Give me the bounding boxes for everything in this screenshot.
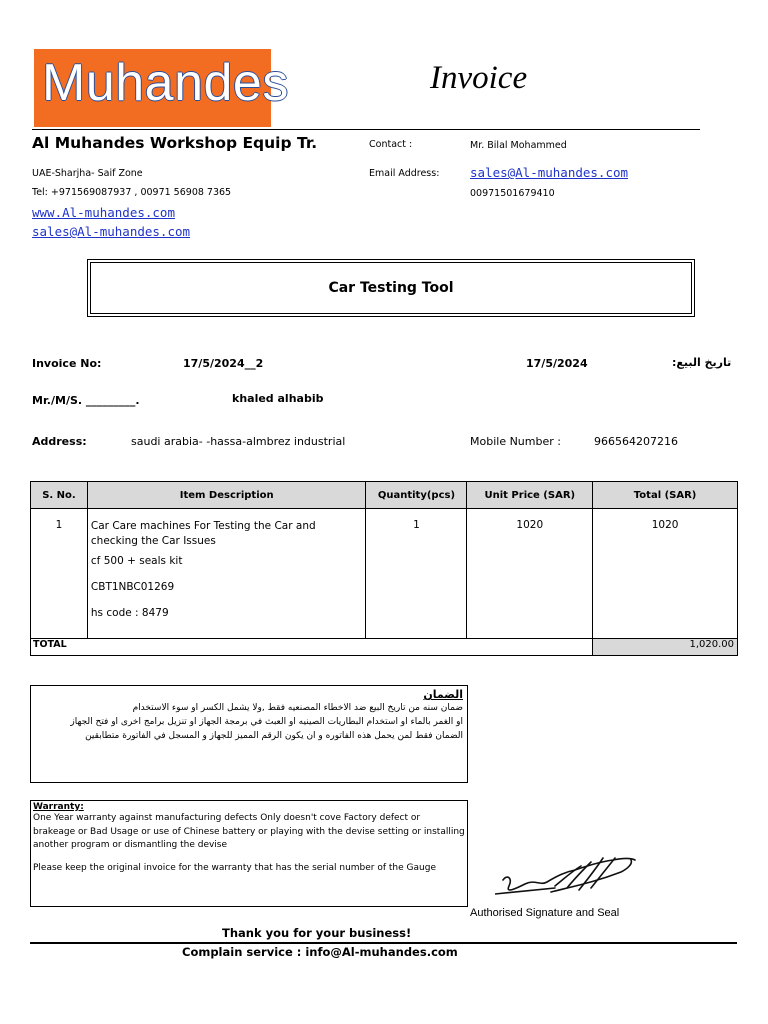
header-total: Total (SAR) — [593, 482, 738, 509]
company-name: Al Muhandes Workshop Equip Tr. — [32, 134, 318, 152]
warranty-english-note: Please keep the original invoice for the warranty that has the serial number of the Gauge — [33, 862, 436, 873]
company-website-link[interactable]: www.Al-muhandes.com — [32, 205, 175, 220]
table-header-row — [31, 482, 738, 509]
header-quantity: Quantity(pcs) — [366, 482, 467, 509]
table-total-row — [31, 639, 738, 656]
warranty-arabic-line-1: ضمان سنه من تاريخ البيع ضد الاخطاء المصنعيه فقط ,ولا يشمل الكسر او سوء الاستخدام — [132, 703, 463, 713]
header-unit-price: Unit Price (SAR) — [467, 482, 593, 509]
header-divider — [32, 129, 700, 130]
warranty-arabic-line-2: او الغمر بالماء او استخدام البطاريات الصينيه او العبث في برمجة الجهاز او تنزيل برامج اخرى او فتح الجهاز — [70, 717, 463, 727]
company-email-link[interactable]: sales@Al-muhandes.com — [32, 224, 191, 239]
cell-unit-price: 1020 — [467, 509, 593, 639]
warranty-arabic-box — [30, 685, 468, 783]
signature-image — [495, 852, 645, 910]
customer-label: Mr./M/S. _________. — [32, 394, 140, 407]
invoice-no-value: 17/5/2024__2 — [183, 357, 264, 370]
desc-line-2: cf 500 + seals kit — [90, 555, 183, 567]
total-label: TOTAL — [31, 639, 593, 656]
address-label: Address: — [32, 435, 87, 448]
address-value: saudi arabia- -hassa-almbrez industrial — [131, 435, 346, 448]
contact-name: Mr. Bilal Mohammed — [470, 140, 567, 151]
signature-label: Authorised Signature and Seal — [470, 907, 620, 919]
items-table — [30, 481, 738, 656]
header-description: Item Description — [87, 482, 366, 509]
desc-line-1: Car Care machines For Testing the Car and checking the Car Issues — [90, 520, 316, 547]
cell-description — [87, 509, 366, 639]
header-sno: S. No. — [31, 482, 88, 509]
cell-quantity: 1 — [366, 509, 467, 639]
total-value: 1,020.00 — [593, 639, 738, 656]
table-row — [31, 509, 738, 639]
desc-line-4: hs code : 8479 — [90, 607, 169, 619]
mobile-value: 966564207216 — [594, 435, 678, 448]
company-address: UAE-Sharjha- Saif Zone — [32, 168, 143, 179]
contact-label: Contact : — [369, 139, 413, 150]
warranty-english-title: Warranty: — [33, 802, 84, 812]
warranty-arabic-line-3: الضمان فقط لمن يحمل هذه الفاتوره و ان يكون الرقم المميز للجهاز و المسجل في الفاتورة متطابقين — [85, 731, 463, 741]
footer-divider — [30, 942, 737, 944]
cell-total: 1020 — [593, 509, 738, 639]
contact-phone: 00971501679410 — [470, 188, 555, 199]
customer-name: khaled alhabib — [232, 392, 324, 405]
sale-date-value: 17/5/2024 — [526, 357, 588, 370]
mobile-label: Mobile Number : — [470, 435, 561, 448]
contact-email-link[interactable]: sales@Al-muhandes.com — [470, 165, 629, 180]
invoice-title: Invoice — [430, 60, 528, 96]
company-logo — [34, 49, 289, 127]
logo-text: Muhandes — [42, 54, 289, 112]
complain-service-text: Complain service : info@Al-muhandes.com — [182, 945, 458, 959]
cell-sno: 1 — [31, 509, 88, 639]
warranty-english-text: One Year warranty against manufacturing defects Only doesn't cove Factory defect or brakeage or Bad Usage or use of Chinese battery or playing with the devise setting or installing another program or dismantling the devise — [33, 813, 465, 850]
email-label: Email Address: — [369, 168, 440, 179]
warranty-arabic-title: الضمان — [423, 688, 463, 701]
invoice-no-label: Invoice No: — [32, 357, 102, 370]
document-title-box — [87, 259, 695, 317]
company-tel: Tel: +971569087937 , 00971 56908 7365 — [32, 187, 232, 198]
document-title: Car Testing Tool — [90, 262, 692, 314]
warranty-english-box — [30, 800, 468, 907]
thank-you-text: Thank you for your business! — [222, 926, 412, 940]
desc-line-3: CBT1NBC01269 — [90, 581, 175, 593]
sale-date-label: تاريخ البيع: — [672, 356, 732, 369]
